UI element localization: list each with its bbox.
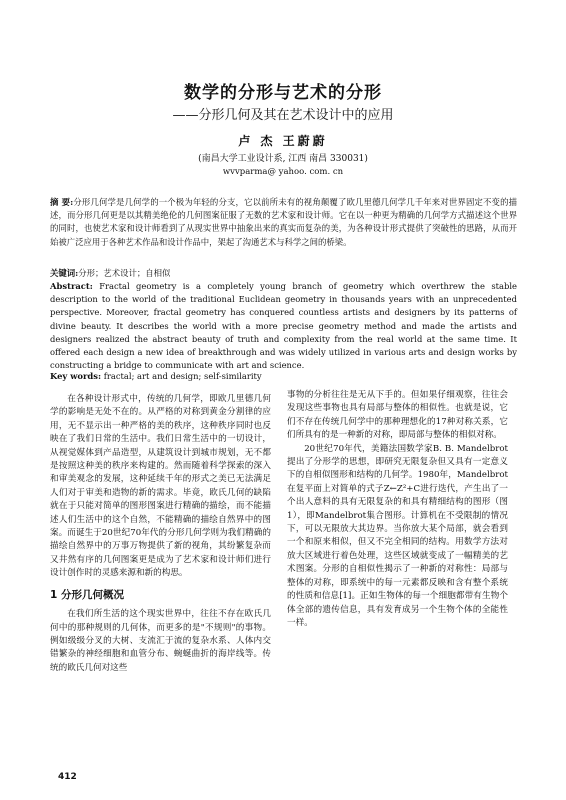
section-heading: 1 分形几何概况 xyxy=(50,588,124,601)
keywords-chinese-label: 关键词: xyxy=(50,268,79,278)
abstract-english-text: Fractal geometry is a completely young branch of geometry which overthrew the stable description to the world of the traditional Euclidean geometry in thousands years with an unprecedented perspective. Moreover, fractal geometry has conquered countless artists and designers by its patterns of divine beauty. It describes the world with a more precise geometry method and made the artists and designers realized the abstract beauty of truth and complexity from the real world at the same time. It offered each design a new idea of breakthrough and was widely utilized in various arts and design works by constructing a bridge to communicate with art and science. xyxy=(50,281,517,371)
keywords-english-label: Key words: xyxy=(50,371,102,381)
page-number: 412 xyxy=(58,772,77,782)
continued-paragraph: 事物的分析往往是无从下手的。但如果仔细观察，往往会发现这些事物也具有局部与整体的相似性。也就是说，它们不存在传统几何学中的那种理想化的17种对称关系，它们所具有的是一种新的对称，即局部与整体的相似对称。 xyxy=(287,390,508,441)
abstract-english-label: Abstract: xyxy=(50,281,93,291)
paper-subtitle: ——分形几何及其在艺术设计中的应用 xyxy=(172,108,394,123)
intro-paragraph: 在各种设计形式中，传统的几何学，即欧几里德几何学的影响是无处不在的。从严格的对称到黄金分割律的应用，无不显示出一种严格的美的秩序，这种秩序同时也反映在了我们日常的生活中。我们日常生活中的一切设计，从视觉媒体到产品造型，从建筑设计到城市规划，无不都是按照这种美的秩序来构建的。然而随着科学探索的深入和审美观念的发展，这种延续千年的形式之美已无法满足人们对于审美和造物的新的需求。毕竟，欧氏几何的缺陷就在于只能对简单的图形图案进行精确的描绘，而不能描述人们生活中的这个自然，不能精确的描绘自然界中的图案。而诞生于20世纪70年代的分形几何学则为我们精确的描绘自然界中的万事万物提供了新的视角，其纷繁复杂而又井然有序的几何图案更是成为了艺术家和设计师们进行设计创作时的灵感来源和新的构思。 xyxy=(50,394,271,579)
keywords-english xyxy=(50,370,517,383)
keywords-chinese-text: 分形；艺术设计；自相似 xyxy=(78,268,171,278)
abstract-chinese xyxy=(50,196,517,249)
abstract-chinese-text: 分形几何学是几何学的一个极为年轻的分支，它以前所未有的视角颠覆了欧几里德几何学几千年来对世界固定不变的描述，而分形几何更是以其精美绝伦的几何图案征服了无数的艺术家和设计师。它在以一种更为精确的几何学方式描述这个世界的同时，也使艺术家和设计师看到了从现实世界中抽象出来的真实而复杂的美，为各种设计形式提供了突破性的思路，从而开始被广泛应用于各种艺术作品和设计作品中，架起了沟通艺术与科学之间的桥梁。 xyxy=(50,197,517,247)
section-1-paragraph: 在我们所生活的这个现实世界中，往往不存在欧氏几何中的那种规则的几何体，而更多的是"不规则"的事物。例如级级分叉的大树、支流汇于流的复杂水系、人体内交错繁杂的神经细胞和血管分布、蜿蜒曲折的海岸线等。传统的欧氏几何对这些 xyxy=(50,609,271,673)
body-column-left xyxy=(50,393,271,675)
body-column-right xyxy=(287,389,508,630)
paper-title: 数学的分形与艺术的分形 xyxy=(184,83,382,103)
authors: 卢 杰 王蔚蔚 xyxy=(238,134,328,148)
affiliation: (南昌大学工业设计系, 江西 南昌 330031) xyxy=(198,154,368,164)
mandelbrot-paragraph: 20世纪70年代，美籍法国数学家B. B. Mandelbrot提出了分形学的思想，即研究无限复杂但又具有一定意义下的自相似图形和结构的几何学。1980年，Mandelbrot在复平面上对简单的式子Z←Z²+C进行迭代，产生出了一个出人意料的具有无限复杂的和具有精细结构的图形（图1），即Mandelbrot集合图形。计算机在不受限制的情况下，可以无限放大其边界。当你放大某个局部，就会看到一个和原来相似，但又不完全相同的结构。用数学方法对放大区域进行着色处理，这些区域就变成了一幅精美的艺术图案。分形的自相似性揭示了一种新的对称性：局部与整体的对称，即系统中的每一元素都反映和含有整个系统的性质和信息[1]。正如生物体的每一个细胞都带有生物个体全部的遗传信息，具有发育成另一个生物个体的全能性一样。 xyxy=(287,443,508,628)
abstract-chinese-label: 摘 要: xyxy=(50,197,74,207)
keywords-english-text: fractal; art and design; self-similarity xyxy=(103,371,262,381)
abstract-english xyxy=(50,280,517,372)
email: wvvparma@ yahoo. com. cn xyxy=(222,167,344,177)
keywords-chinese xyxy=(50,267,517,280)
